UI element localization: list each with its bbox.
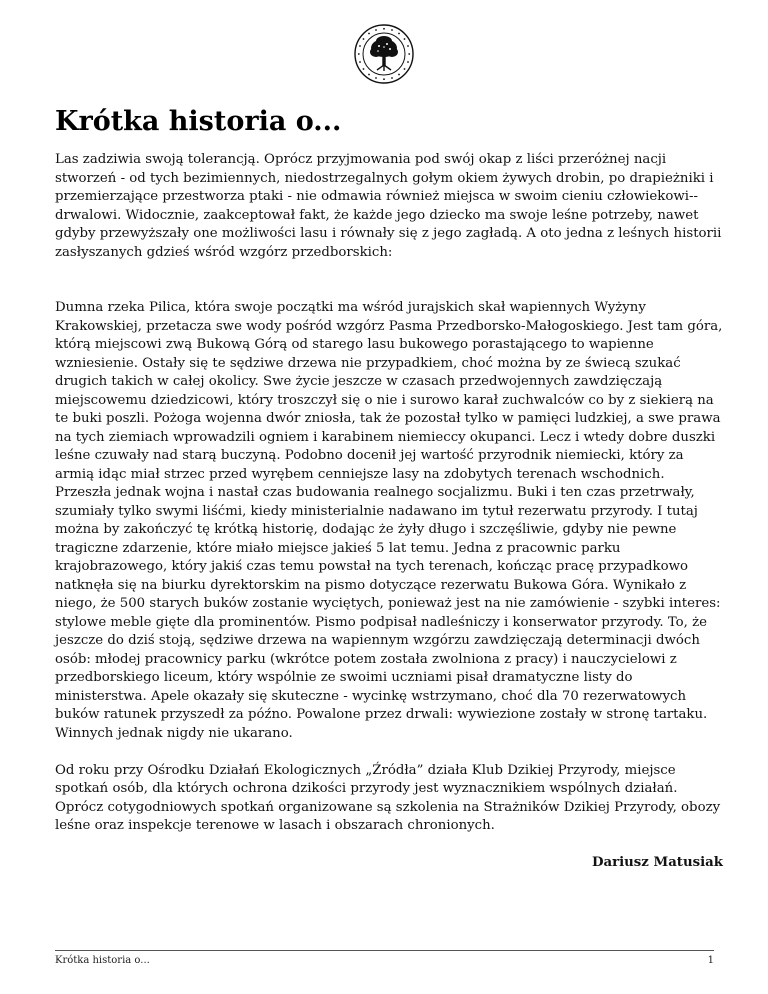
footer-page-number: 1 [707,955,714,966]
document-body [55,151,723,873]
intro-paragraph: Las zadziwia swoją tolerancją. Oprócz przyjmowania pod swój okap z liści przeróżnej nacji stworzeń - od tych bezimiennych, niedostrzegalnych gołym okiem żywych drobin, po drapieżniki i przemierzające przestworza ptaki - nie odmawia również miejsca w swoim cieniu człowiekowi--drwalowi. Widocznie, zaakceptował fakt, że każde jego dziecko ma swoje leśne potrzeby, nawet gdyby przewyższały one możliwości lasu i równały się z jego zagładą. A oto jedna z leśnych historii zasłyszanych gdzieś wśród wzgórz przedborskich: [55,152,722,260]
author-signature: Dariusz Matusiak [591,855,723,870]
story-paragraph: Dumna rzeka Pilica, która swoje początki ma wśród jurajskich skał wapiennych Wyżyny Krakowskiej, przetacza swe wody pośród wzgórz Pasma Przedborsko-Małogoskiego. Jest tam góra, którą miejscowi zwą Bukową Górą od starego lasu bukowego porastającego to wapienne wzniesienie. Ostały się te sędziwe drzewa nie przypadkiem, choć można by ze świecą szukać drugich takich w całej okolicy. Swe życie jeszcze w czasach przedwojennych zawdzięczają miejscowemu dziedzicowi, który troszczył się o nie i surowo karał zuchwalców co by z siekierą na te buki poszli. Pożoga wojenna dwór zniosła, tak że pozostał tylko w pamięci ludzkiej, a swe prawa na tych ziemiach wprowadzili ogniem i karabinem niemieccy okupanci. Lecz i wtedy dobre duszki leśne czuwały nad starą buczyną. Podobno docenił jej wartość przyrodnik niemiecki, który za armią idąc miał strzec przed wyrębem cenniejsze lasy na zdobytych terenach wschodnich. Przeszła jednak wojna i nastał czas budowania realnego socjalizmu. Buki i ten czas przetrwały, szumiały tylko swymi liśćmi, kiedy ministerialnie nadawano im tytuł rezerwatu przyrody. I tutaj można by zakończyć tę krótką historię, dodając że żyły długo i szczęśliwie, gdyby nie pewne tragiczne zdarzenie, które miało miejsce jakieś 5 lat temu. Jedna z pracownic parku krajobrazowego, który jakiś czas temu powstał na tych terenach, kończąc pracę przypadkowo natknęła się na biurku dyrektorskim na pismo dotyczące rezerwatu Bukowa Góra. Wynikało z niego, że 500 starych buków zostanie wyciętych, ponieważ jest na nie zamówienie - szybki interes: stylowe meble gięte dla prominentów. Pismo podpisał nadleśniczy i konserwator przyrody. To, że jeszcze do dziś stoją, sędziwe drzewa na wapiennym wzgórzu zawdzięczają determinacji dwóch osób: młodej pracownicy parku (wkrótce potem została zwolniona z pracy) i nauczycielowi z przedborskiego liceum, który wspólnie ze swoimi uczniami pisał dramatyczne listy do ministerstwa. Apele okazały się skuteczne - wycinkę wstrzymano, choć dla 70 rezerwatowych buków ratunek przyszedł za późno. Powalone przez drwali: wywiezione zostały w stronę tartaku. Winnych jednak nigdy nie ukarano. [55,300,723,741]
footer-document-title: Krótka historia o... [55,955,150,966]
document-title: Krótka historia o... [55,106,342,137]
club-paragraph: Od roku przy Ośrodku Działań Ekologicznych „Źródła” działa Klub Dzikiej Przyrody, miejsce spotkań osób, dla których ochrona dzikości przyrody jest wyznacznikiem wspólnych działań. Oprócz cotygodniowych spotkań organizowane są szkolenia na Strażników Dzikiej Przyrody, obozy leśne oraz inspekcje terenowe w lasach i obszarach chronionych. [55,762,721,833]
tree-circle-logo-icon [354,24,414,84]
footer-divider [55,950,714,951]
